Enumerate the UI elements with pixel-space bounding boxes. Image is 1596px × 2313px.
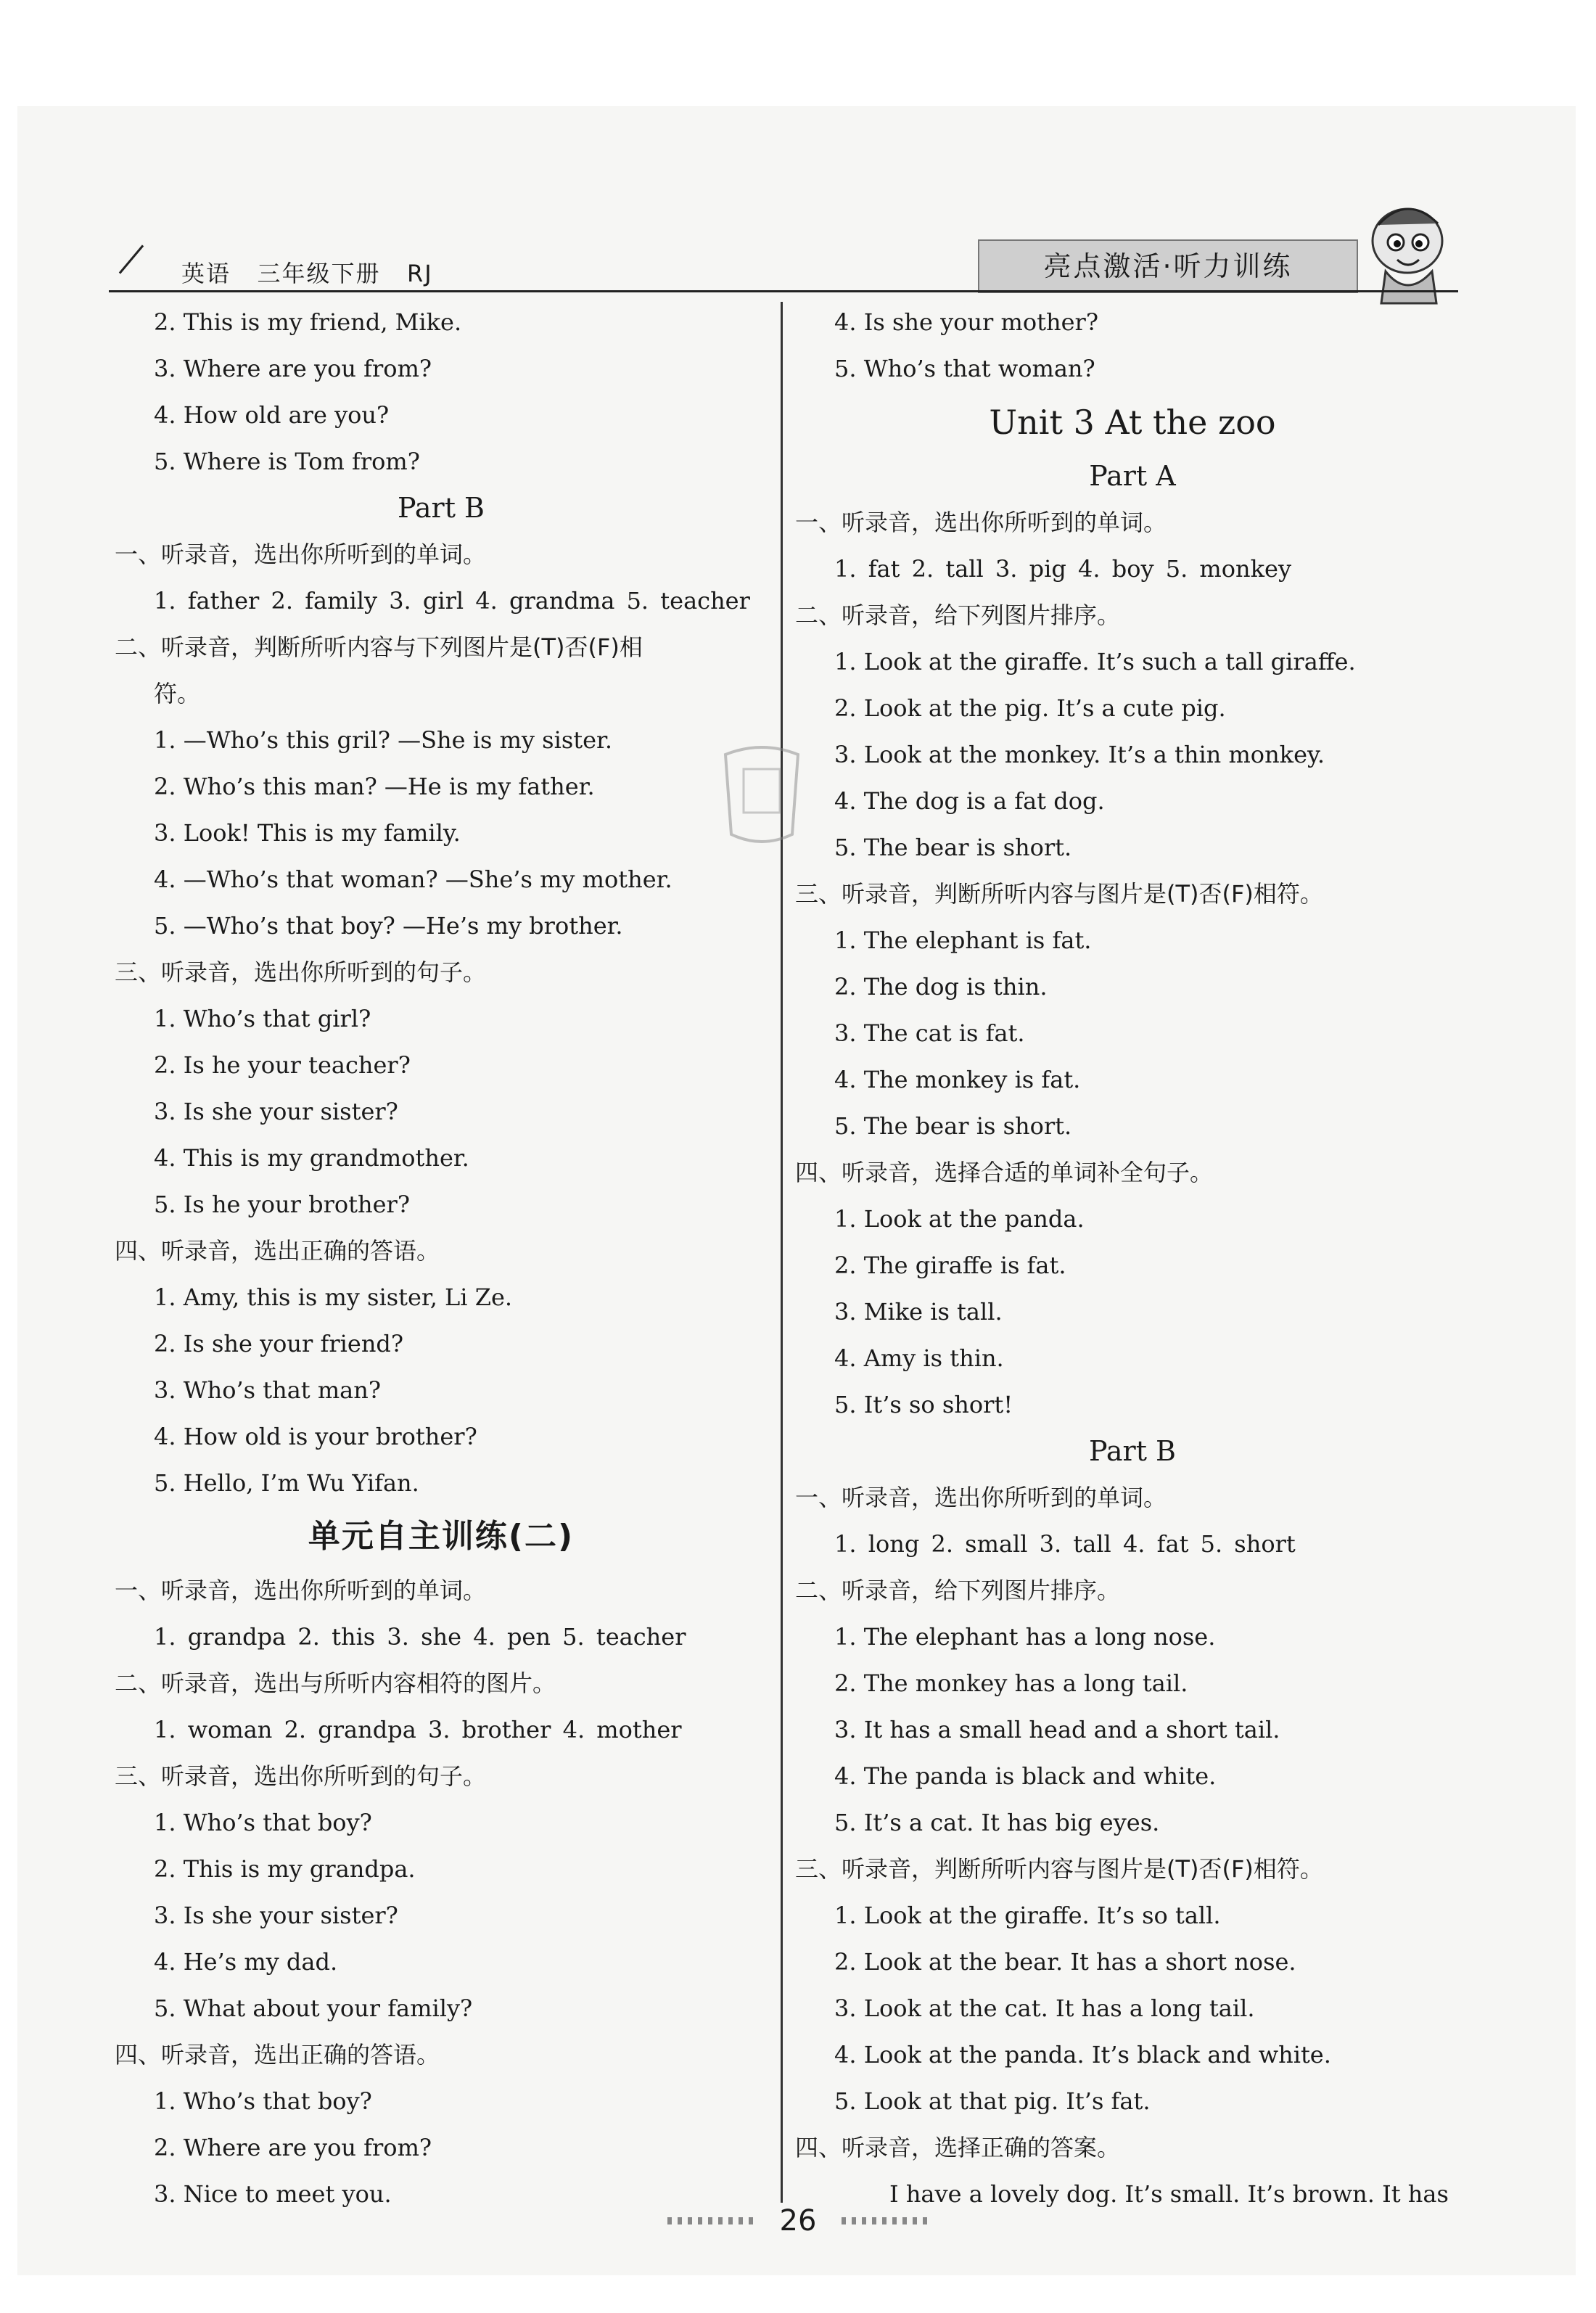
text-line: 4. How old is your brother? xyxy=(154,1423,477,1450)
exercise-heading: 一、听录音，选出你所听到的单词。 xyxy=(795,509,1167,536)
exercise-heading: 一、听录音，选出你所听到的单词。 xyxy=(115,541,487,568)
text-line: 2. This is my friend, Mike. xyxy=(154,308,462,336)
text-line: 1. Amy, this is my sister, Li Ze. xyxy=(154,1283,513,1311)
exercise-heading: 二、听录音，给下列图片排序。 xyxy=(795,1577,1121,1604)
text-line: 符。 xyxy=(154,680,201,707)
homework-stamp-icon xyxy=(711,740,813,849)
text-line: 2. Who’s this man? —He is my father. xyxy=(154,773,595,800)
text-line: 4. The dog is a fat dog. xyxy=(834,787,1105,815)
exercise-heading: 四、听录音，选择合适的单词补全句子。 xyxy=(795,1159,1214,1186)
text-line: 2. Is she your friend? xyxy=(154,1330,404,1357)
exercise-heading: 三、听录音，判断所听内容与图片是(T)否(F)相符。 xyxy=(795,1855,1323,1883)
text-line: 3. Look at the monkey. It’s a thin monkey. xyxy=(834,741,1325,768)
text-line: 3. Nice to meet you. xyxy=(154,2180,392,2208)
text-line: 2. Where are you from? xyxy=(154,2134,432,2161)
text-line: 1. Look at the giraffe. It’s so tall. xyxy=(834,1902,1221,1929)
text-line: 2. The giraffe is fat. xyxy=(834,1252,1066,1279)
exercise-heading: 三、听录音，选出你所听到的句子。 xyxy=(115,958,487,986)
text-line: 4. —Who’s that woman? —She’s my mother. xyxy=(154,866,672,893)
text-line: 3. It has a small head and a short tail. xyxy=(834,1716,1280,1743)
exercise-heading: 三、听录音，判断所听内容与图片是(T)否(F)相符。 xyxy=(795,880,1323,908)
footer-decoration-right xyxy=(842,2217,929,2224)
unit-title: Unit 3 At the zoo xyxy=(989,403,1276,442)
mascot-icon xyxy=(1357,190,1458,306)
text-line: 1. The elephant has a long nose. xyxy=(834,1623,1216,1651)
text-line: 5. —Who’s that boy? —He’s my brother. xyxy=(154,912,623,940)
section-title: 单元自主训练(二) xyxy=(308,1518,575,1555)
text-line: 2. Look at the pig. It’s a cute pig. xyxy=(834,694,1226,722)
text-line: 1. Who’s that boy? xyxy=(154,2087,372,2115)
exercise-heading: 一、听录音，选出你所听到的单词。 xyxy=(795,1484,1167,1511)
exercise-heading: 四、听录音，选出正确的答语。 xyxy=(115,1237,440,1265)
exercise-heading: 二、听录音，选出与所听内容相符的图片。 xyxy=(115,1669,556,1697)
page-number: 26 xyxy=(779,2204,817,2238)
text-line: 2. Is he your teacher? xyxy=(154,1051,411,1079)
text-line: 2. Look at the bear. It has a short nose. xyxy=(834,1948,1296,1976)
text-line: 1. Look at the giraffe. It’s such a tall giraffe. xyxy=(834,648,1356,675)
exercise-heading: 四、听录音，选择正确的答案。 xyxy=(795,2134,1121,2161)
text-line: 4. He’s my dad. xyxy=(154,1948,338,1976)
text-line: 4. This is my grandmother. xyxy=(154,1144,469,1172)
text-line: 5. It’s so short! xyxy=(834,1391,1013,1418)
passage-line: I have a lovely dog. It’s small. It’s brown. It has xyxy=(889,2180,1449,2208)
text-line: 5. The bear is short. xyxy=(834,1112,1072,1140)
word-list: 1. grandpa 2. this 3. she 4. pen 5. teacher xyxy=(154,1623,686,1651)
text-line: 2. The monkey has a long tail. xyxy=(834,1669,1188,1697)
text-line: 5. Who’s that woman? xyxy=(834,355,1095,382)
part-title: Part A xyxy=(1089,460,1176,492)
text-line: 5. Look at that pig. It’s fat. xyxy=(834,2087,1151,2115)
text-line: 4. The monkey is fat. xyxy=(834,1066,1081,1093)
text-line: 4. How old are you? xyxy=(154,401,390,429)
word-list: 1. woman 2. grandpa 3. brother 4. mother xyxy=(154,1716,682,1743)
text-line: 5. It’s a cat. It has big eyes. xyxy=(834,1809,1160,1836)
text-line: 2. The dog is thin. xyxy=(834,973,1048,1001)
text-line: 4. The panda is black and white. xyxy=(834,1762,1217,1790)
footer-decoration-left xyxy=(667,2217,754,2224)
text-line: 5. Hello, I’m Wu Yifan. xyxy=(154,1469,419,1497)
text-line: 1. —Who’s this gril? —She is my sister. xyxy=(154,726,612,754)
text-line: 4. Look at the panda. It’s black and white. xyxy=(834,2041,1331,2068)
exercise-heading: 三、听录音，选出你所听到的句子。 xyxy=(115,1762,487,1790)
text-line: 1. The elephant is fat. xyxy=(834,927,1092,954)
text-line: 1. Look at the panda. xyxy=(834,1205,1085,1233)
header-section-banner: 亮点激活·听力训练 xyxy=(978,239,1358,293)
right-column xyxy=(795,299,1470,2217)
part-title: Part B xyxy=(1089,1435,1176,1467)
text-line: 3. Look at the cat. It has a long tail. xyxy=(834,1994,1255,2022)
header-rule xyxy=(109,290,1458,292)
word-list: 1. long 2. small 3. tall 4. fat 5. short xyxy=(834,1530,1296,1558)
exercise-heading: 二、听录音，给下列图片排序。 xyxy=(795,601,1121,629)
text-line: 3. Is she your sister? xyxy=(154,1098,398,1125)
text-line: 2. This is my grandpa. xyxy=(154,1855,416,1883)
text-line: 3. Is she your sister? xyxy=(154,1902,398,1929)
exercise-heading: 一、听录音，选出你所听到的单词。 xyxy=(115,1577,487,1604)
text-line: 3. The cat is fat. xyxy=(834,1019,1025,1047)
text-line: 3. Who’s that man? xyxy=(154,1376,381,1404)
text-line: 1. Who’s that boy? xyxy=(154,1809,372,1836)
text-line: 5. The bear is short. xyxy=(834,834,1072,861)
exercise-heading: 四、听录音，选出正确的答语。 xyxy=(115,2041,440,2068)
word-list: 1. fat 2. tall 3. pig 4. boy 5. monkey xyxy=(834,555,1292,583)
text-line: 3. Mike is tall. xyxy=(834,1298,1003,1326)
text-line: 5. Is he your brother? xyxy=(154,1191,410,1218)
exercise-heading: 二、听录音，判断所听内容与下列图片是(T)否(F)相 xyxy=(115,633,643,661)
text-line: 3. Where are you from? xyxy=(154,355,432,382)
text-line: 4. Is she your mother? xyxy=(834,308,1098,336)
text-line: 4. Amy is thin. xyxy=(834,1344,1004,1372)
column-divider xyxy=(781,302,783,2203)
text-line: 5. What about your family? xyxy=(154,1994,473,2022)
header-book-info: 英语 三年级下册 RJ xyxy=(181,260,433,287)
text-line: 5. Where is Tom from? xyxy=(154,448,420,475)
part-title: Part B xyxy=(398,492,485,524)
word-list: 1. father 2. family 3. girl 4. grandma 5. teacher xyxy=(154,587,750,615)
text-line: 3. Look! This is my family. xyxy=(154,819,461,847)
text-line: 1. Who’s that girl? xyxy=(154,1005,371,1032)
left-column xyxy=(115,299,768,2217)
